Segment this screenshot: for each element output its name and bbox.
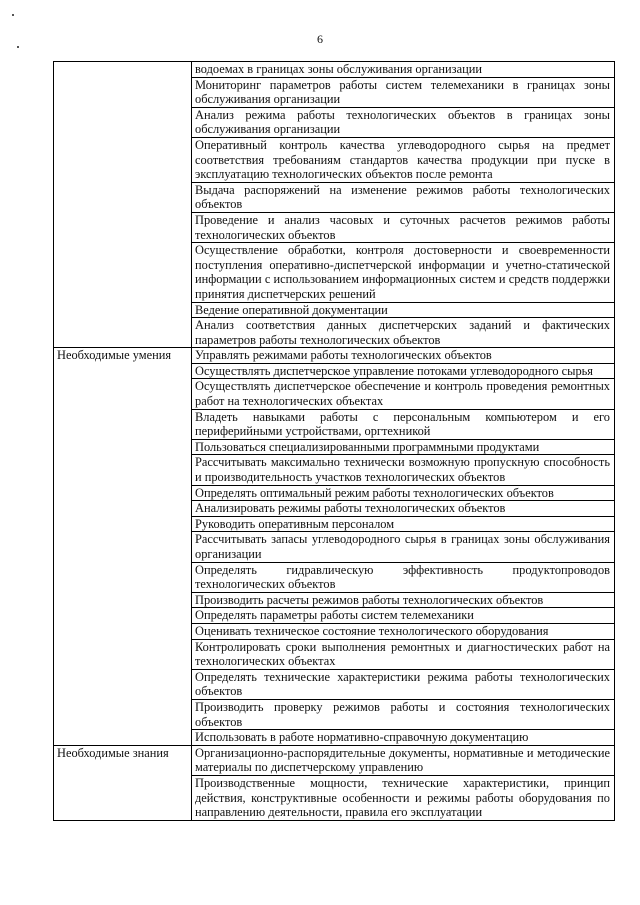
table-cell-item: Определять технические характеристики режима работы технологических объектов [192, 669, 615, 699]
scan-speck [17, 46, 19, 48]
table-cell-item: Использовать в работе нормативно-справочную документацию [192, 730, 615, 746]
table-cell-item: Контролировать сроки выполнения ремонтных и диагностических работ на технологических объектах [192, 639, 615, 669]
table-cell-item: Организационно-распорядительные документы, нормативные и методические материалы по диспетчерскому управлению [192, 745, 615, 775]
table-cell-item: Осуществлять диспетчерское управление потоками углеводородного сырья [192, 363, 615, 379]
table-cell-item: Мониторинг параметров работы систем телемеханики в границах зоны обслуживания организации [192, 77, 615, 107]
table-cell-item: Выдача распоряжений на изменение режимов работы технологических объектов [192, 182, 615, 212]
section-label [54, 62, 192, 348]
table-cell-item: Оценивать техническое состояние технологического оборудования [192, 623, 615, 639]
table-cell-item: Производственные мощности, технические характеристики, принцип действия, конструктивные особенности и режимы работы оборудования по направлению деятельности, правила его эксплуатации [192, 775, 615, 820]
section-label: Необходимые знания [54, 745, 192, 820]
table-cell-item: Управлять режимами работы технологических объектов [192, 348, 615, 364]
table-cell-item: Оперативный контроль качества углеводородного сырья на предмет соответствия требованиям стандартов качества продукции при пуске в эксплуатацию технологических объектов после ремонта [192, 137, 615, 182]
table-cell-item: Владеть навыками работы с персональным компьютером и его периферийными устройствами, оргтехникой [192, 409, 615, 439]
table-cell-item: Определять оптимальный режим работы технологических объектов [192, 485, 615, 501]
table-cell-item: Анализировать режимы работы технологических объектов [192, 501, 615, 517]
table-cell-item: Анализ соответствия данных диспетчерских заданий и фактических параметров работы технологических объектов [192, 318, 615, 348]
table-cell-item: Рассчитывать запасы углеводородного сырья в границах зоны обслуживания организации [192, 532, 615, 562]
table-cell-item: Производить расчеты режимов работы технологических объектов [192, 592, 615, 608]
table-cell-item: Руководить оперативным персоналом [192, 516, 615, 532]
table-cell-item: Рассчитывать максимально технически возможную пропускную способность и производительность участков технологических объектов [192, 455, 615, 485]
table-cell-item: Пользоваться специализированными программными продуктами [192, 439, 615, 455]
table-cell-item: Определять параметры работы систем телемеханики [192, 608, 615, 624]
table-row [54, 745, 615, 775]
page-number: 6 [317, 32, 323, 46]
section-label: Необходимые умения [54, 348, 192, 745]
table-cell-item: Производить проверку режимов работы и состояния технологических объектов [192, 699, 615, 729]
table-row [54, 62, 615, 78]
table-cell-item: водоемах в границах зоны обслуживания организации [192, 62, 615, 78]
table-row [54, 348, 615, 364]
table-cell-item: Ведение оперативной документации [192, 302, 615, 318]
table-cell-item: Анализ режима работы технологических объектов в границах зоны обслуживания организации [192, 107, 615, 137]
table-body [54, 62, 615, 821]
scan-speck [12, 14, 14, 16]
table-cell-item: Определять гидравлическую эффективность продуктопроводов технологических объектов [192, 562, 615, 592]
table-cell-item: Проведение и анализ часовых и суточных расчетов режимов работы технологических объектов [192, 212, 615, 242]
table-cell-item: Осуществление обработки, контроля достоверности и своевременности поступления оперативно-диспетчерской информации и учетно-статической информации с использованием информационных систем и средств поддержки принятия диспетчерских решений [192, 243, 615, 302]
competency-table [53, 61, 615, 821]
table-cell-item: Осуществлять диспетчерское обеспечение и контроль проведения ремонтных работ на технологических объектах [192, 379, 615, 409]
